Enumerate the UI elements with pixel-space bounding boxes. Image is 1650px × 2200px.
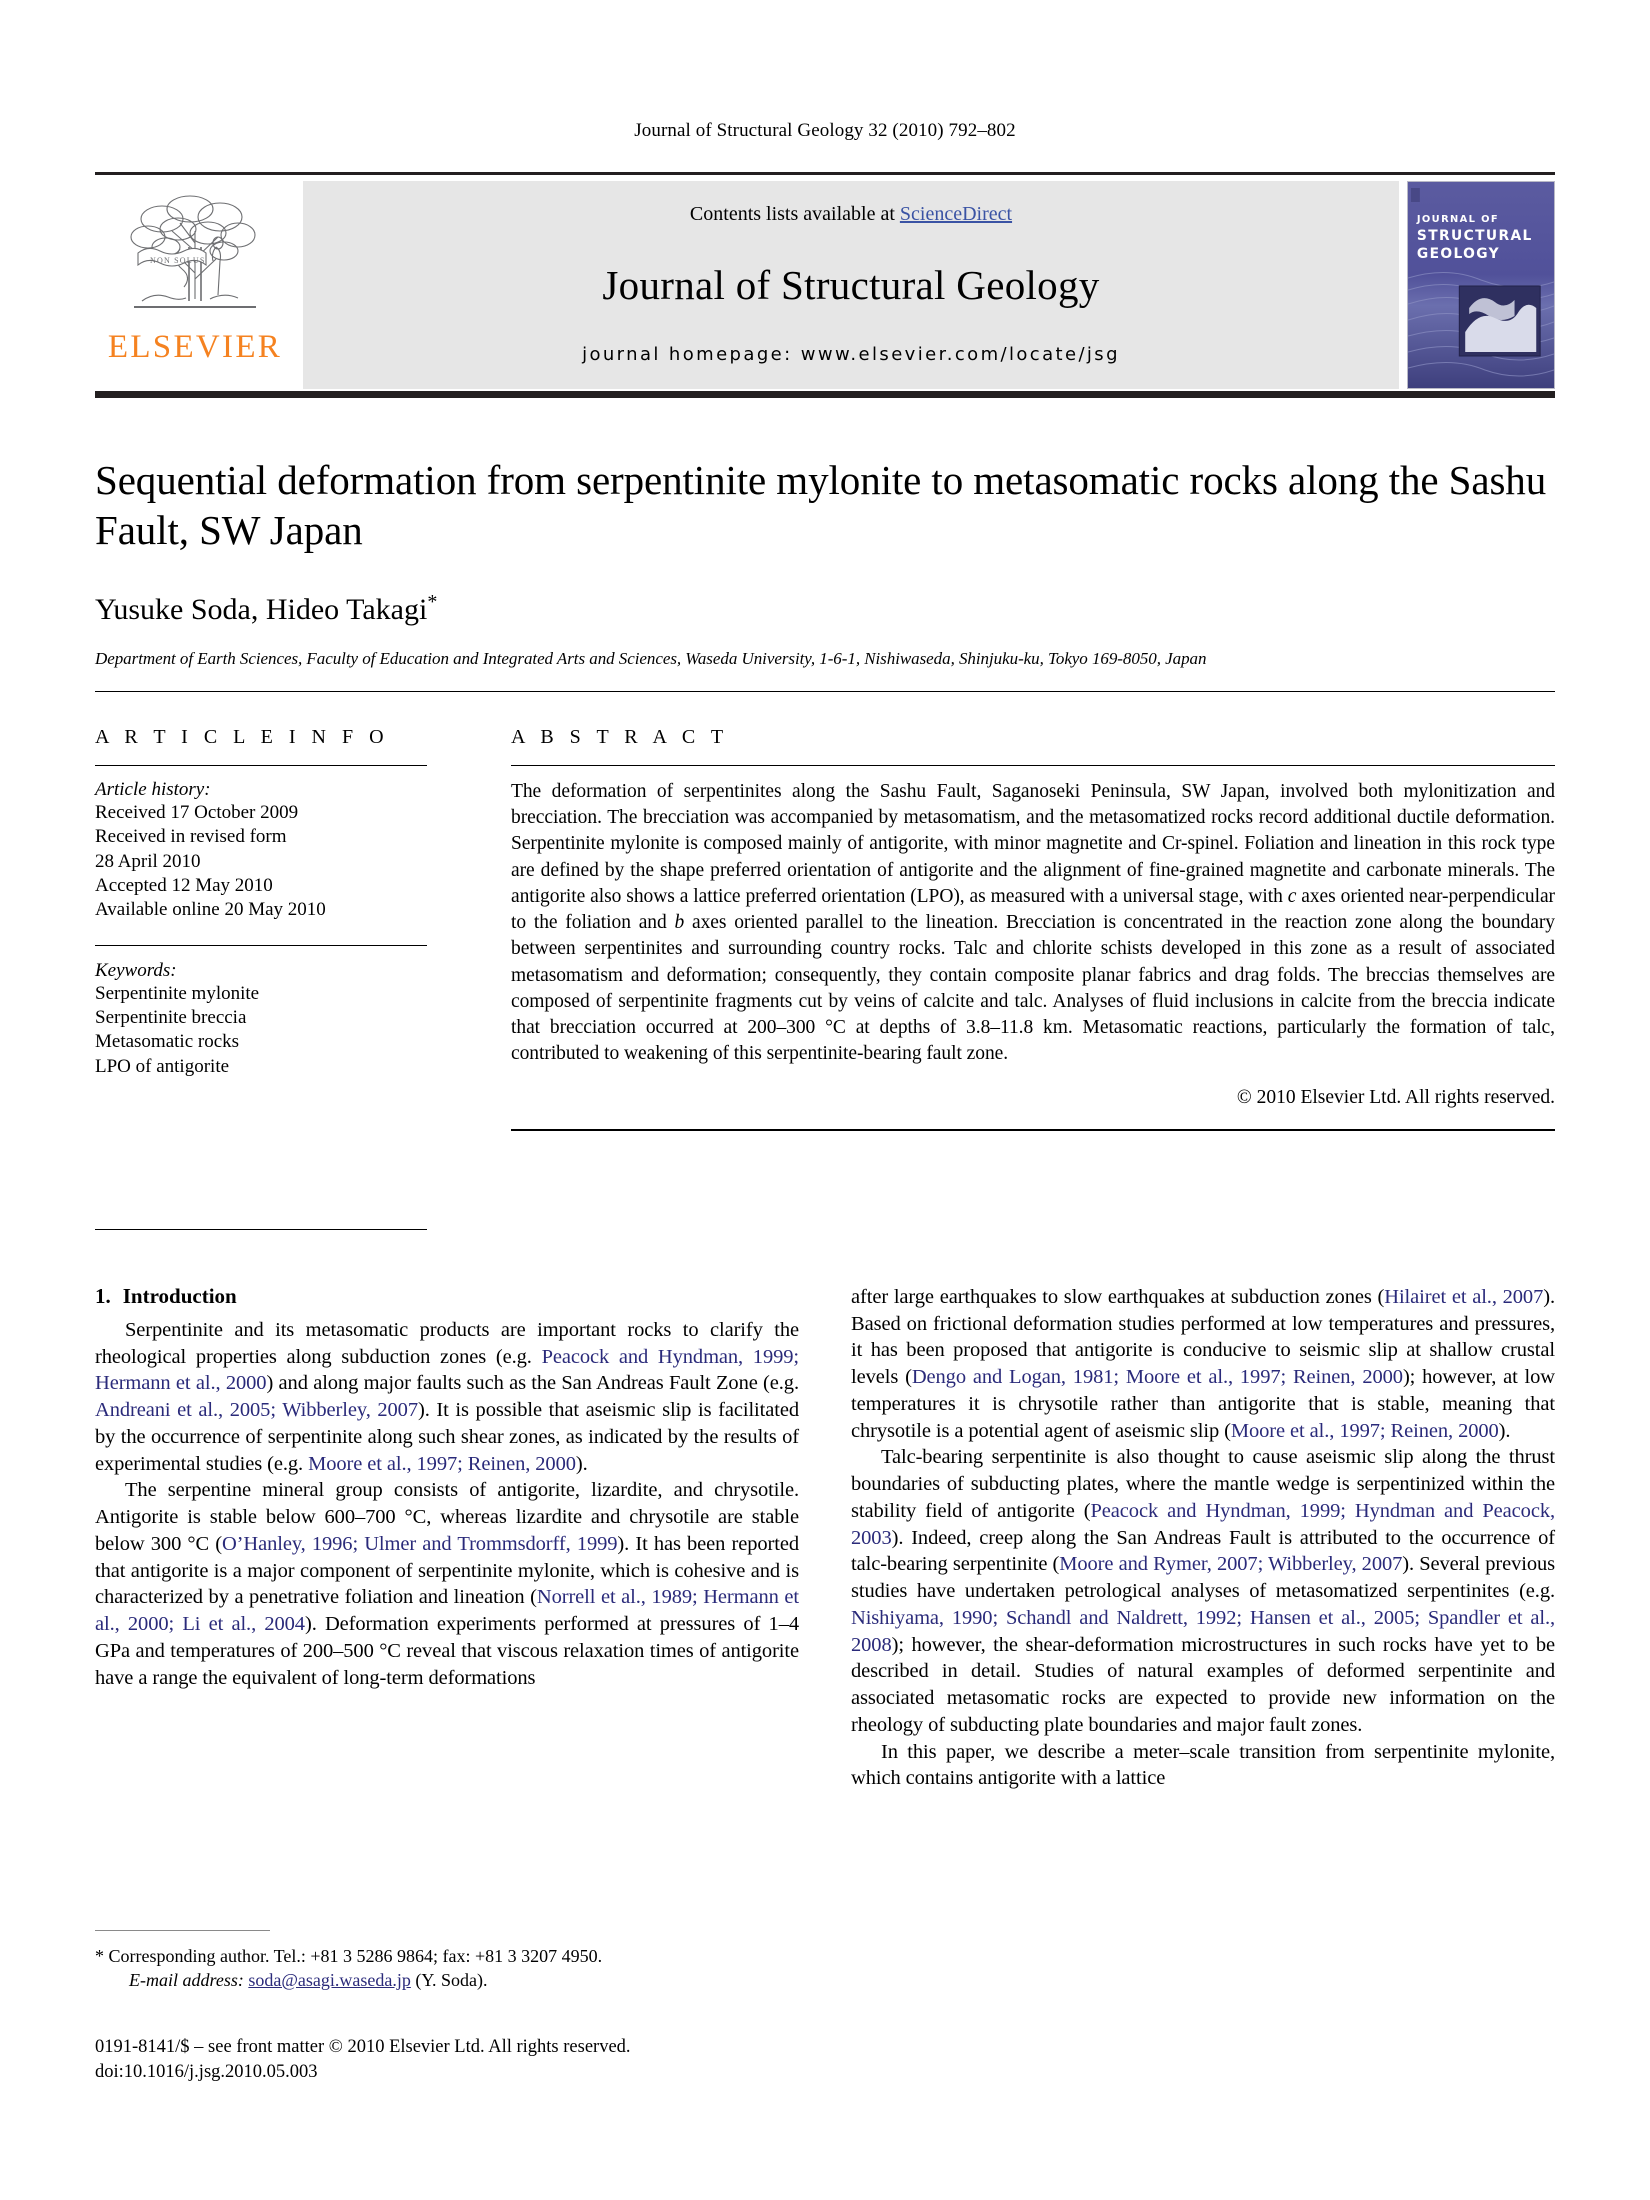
doi-line[interactable]: doi:10.1016/j.jsg.2010.05.003 [95, 2062, 318, 2083]
cover-line1: JOURNAL OF [1416, 213, 1500, 226]
paragraph-right-2 [851, 1444, 1555, 1738]
citation[interactable]: Hilairet et al., 2007 [1384, 1285, 1544, 1308]
footnote-block [95, 1930, 820, 2086]
text-run: after large earthquakes to slow earthquakes at subduction zones ( [851, 1285, 1385, 1308]
keywords-label: Keywords: [95, 959, 177, 981]
text-run: Serpentinite and its metasomatic products are important rocks to clarify the rheological properties along subduction zones (e.g. [95, 1318, 799, 1368]
citation[interactable]: Peacock and Hyndman, 1999; Hyndman and Peacock, 2003 [851, 1499, 1555, 1549]
email-suffix: (Y. Soda). [415, 1969, 488, 1990]
journal-homepage[interactable]: journal homepage: www.elsevier.com/locate/jsg [582, 344, 1120, 365]
article-history-label: Article history: [95, 779, 211, 801]
imprint-block [95, 2035, 820, 2086]
abstract-text [511, 779, 1555, 1067]
text-run: ). [575, 1452, 588, 1475]
journal-cover-thumbnail [1407, 181, 1555, 389]
citation[interactable]: Dengo and Logan, 1981; Moore et al., 1997; Reinen, 2000 [911, 1366, 1403, 1389]
history-item: Accepted 12 May 2010 [95, 874, 273, 896]
issn-copyright-line: 0191-8141/$ – see front matter © 2010 Elsevier Ltd. All rights reserved. [95, 2036, 631, 2057]
axis-b-italic: b [674, 912, 685, 934]
text-run: ); however, the shear-deformation microstructures in such rocks have yet to be described in detail. Studies of natural examples of deformed serpentinite and associated metasomatic rocks are expected to provide new information on the rheology of subducting plate boundaries and major fault zones. [851, 1633, 1555, 1736]
text-run: Talc-bearing serpentinite is also thought to cause aseismic slip along the thrust boundaries of subducting plates, where the mantle wedge is serpentinized within the stability field of antigorite ( [851, 1446, 1555, 1522]
citation[interactable]: Moore et al., 1997; Reinen, 2000 [1230, 1419, 1499, 1442]
email-link[interactable]: soda@asagi.waseda.jp [248, 1969, 411, 1990]
text-run: ). Deformation experiments performed at pressures of 1–4 GPa and temperatures of 200–500 °C reveal that viscous relaxation times of antigorite have a range the equivalent of long-term deformations [95, 1613, 799, 1689]
footnote-rule [95, 1930, 270, 1931]
author-names: Yusuke Soda, Hideo Takagi [95, 593, 428, 627]
keyword-item: Metasomatic rocks [95, 1031, 240, 1053]
running-head: Journal of Structural Geology 32 (2010) 792–802 [634, 120, 1016, 141]
history-item: Available online 20 May 2010 [95, 899, 326, 921]
body-columns [95, 1284, 1555, 1792]
text-run: ) and along major faults such as the San Andreas Fault Zone (e.g. [266, 1372, 799, 1395]
footnote-text: Corresponding author. Tel.: +81 3 5286 9864; fax: +81 3 3207 4950. [108, 1946, 603, 1966]
masthead-bottom-rule [95, 391, 1555, 398]
citation[interactable]: Norrell et al., 1989; Hermann et al., 2000; Li et al., 2004 [95, 1586, 799, 1636]
footnote-marker: * [95, 1946, 104, 1966]
abstract-part-1: The deformation of serpentinites along the Sashu Fault, Saganoseki Peninsula, SW Japan, involved both mylonitization and brecciation. The brecciation was accompanied by metasomatism, and the metasomatized rocks record additional ductile deformation. Serpentinite mylonite is composed mainly of antigorite, with minor magnetite and Cr-spinel. Foliation and lineation in this rock type are defined by the shape preferred orientation of antigorite and the alignment of fine-grained magnetite and carbonate minerals. The antigorite also shows a lattice preferred orientation (LPO), as measured with a universal stage, with [511, 781, 1555, 907]
keywords-rule [95, 945, 427, 946]
text-run: ). Several previous studies have undertaken petrological analyses of metasomatized serpentinites (e.g. [851, 1553, 1555, 1603]
cover-line2: STRUCTURAL [1416, 227, 1533, 245]
cover-line3: GEOLOGY [1416, 245, 1501, 263]
keyword-item: LPO of antigorite [95, 1055, 230, 1077]
sciencedirect-link[interactable]: ScienceDirect [899, 203, 1013, 225]
abstract-rule [511, 765, 1555, 766]
elsevier-wordmark: ELSEVIER [107, 329, 283, 365]
elsevier-logo [95, 181, 295, 389]
paragraph-right-3: In this paper, we describe a meter–scale transition from serpentinite mylonite, which contains antigorite with a lattice [851, 1740, 1555, 1790]
contents-prefix: Contents lists available at [689, 203, 900, 225]
corresponding-author-note [95, 1945, 820, 1969]
paragraph-right-1 [851, 1284, 1555, 1445]
info-abstract-row [95, 726, 1555, 1230]
elsevier-motto-text: NON SOLUS [150, 256, 206, 265]
abstract-copyright: © 2010 Elsevier Ltd. All rights reserved. [1236, 1087, 1555, 1109]
journal-title: Journal of Structural Geology [602, 262, 1100, 308]
keywords-block [95, 960, 427, 1079]
section-title: Introduction [122, 1283, 237, 1308]
section-heading-introduction [95, 1284, 799, 1309]
contents-line [690, 203, 1012, 226]
email-note [95, 1969, 820, 1993]
history-item: Received in revised form [95, 826, 287, 848]
page-title: Sequential deformation from serpentinite mylonite to metasomatic rocks along the Sashu Fault, SW Japan [95, 457, 1547, 554]
citation[interactable]: Moore and Rymer, 2007; Wibberley, 2007 [1059, 1553, 1403, 1576]
title-bottom-rule [95, 691, 1555, 692]
body-column-right [851, 1284, 1555, 1792]
body-column-left [95, 1284, 799, 1792]
text-run: ). Indeed, creep along the San Andreas Fault is attributed to the occurrence of talc-bearing serpentinite ( [851, 1526, 1555, 1576]
elsevier-tree-icon [120, 189, 270, 329]
citation[interactable]: Peacock and Hyndman, 1999; Hermann et al., 2000 [95, 1345, 800, 1395]
axis-c-italic: c [1287, 885, 1297, 907]
text-run: ). Based on frictional deformation studies performed at low temperatures and pressures, it has been proposed that antigorite is conducive to seismic slip at shallow crustal levels ( [851, 1285, 1555, 1389]
email-label: E-mail address: [129, 1969, 244, 1990]
text-run: ). [1498, 1419, 1511, 1442]
text-run: The serpentine mineral group consists of antigorite, lizardite, and chrysotile. Antigorite is stable below 600–700 °C, whereas lizardite and chrysotile are stable below 300 °C ( [95, 1479, 799, 1555]
corresponding-author-marker: * [427, 591, 438, 614]
citation[interactable]: Andreani et al., 2005; Wibberley, 2007 [95, 1399, 418, 1422]
abstract-column [473, 726, 1555, 1230]
keyword-item: Serpentinite mylonite [95, 982, 260, 1004]
keyword-item: Serpentinite breccia [95, 1006, 247, 1028]
paragraph-left-1 [95, 1317, 799, 1478]
paragraph-left-2 [95, 1477, 799, 1691]
journal-banner [303, 181, 1399, 389]
history-item: Received 17 October 2009 [95, 802, 299, 824]
citation[interactable]: Nishiyama, 1990; Schandl and Naldrett, 1992; Hansen et al., 2005; Spandler et al., 2008 [851, 1606, 1555, 1656]
journal-cover-image [1408, 182, 1554, 388]
section-number: 1. [95, 1283, 111, 1308]
article-info-rule [95, 765, 427, 766]
abstract-heading: A B S T R A C T [511, 726, 729, 749]
journal-masthead [95, 172, 1555, 393]
affiliation: Department of Earth Sciences, Faculty of Education and Integrated Arts and Sciences, Waseda University, 1-6-1, Nishiwaseda, Shinjuku-ku, Tokyo 169-8050, Japan [95, 649, 1207, 669]
abstract-bottom-rule [511, 1129, 1555, 1131]
abstract-part-2: axes oriented near-perpendicular to the foliation and [511, 885, 1555, 934]
citation[interactable]: O’Hanley, 1996; Ulmer and Trommsdorff, 1999 [221, 1532, 618, 1555]
text-run: ). It has been reported that antigorite is a major component of serpentinite mylonite, which is cohesive and is characterized by a penetrative foliation and lineation ( [95, 1532, 799, 1609]
text-run: ). It is possible that aseismic slip is facilitated by the occurrence of serpentinite along such shear zones, as indicated by the results of experimental studies (e.g. [95, 1399, 799, 1475]
text-run: ); however, at low temperatures it is chrysotile rather than antigorite that is stable, meaning that chrysotile is a potential agent of aseismic slip ( [851, 1366, 1556, 1442]
author-list [95, 591, 1555, 627]
article-info-heading: A R T I C L E I N F O [95, 726, 390, 749]
citation[interactable]: Moore et al., 1997; Reinen, 2000 [308, 1452, 576, 1475]
abstract-part-3: axes oriented parallel to the lineation. Brecciation is concentrated in the reaction zone along the boundary between serpentinites and surrounding country rocks. Talc and chlorite schists developed in this zone as a result of associated metasomatism and deformation; consequently, they contain composite planar fabrics and drag folds. The breccias themselves are composed of serpentinite fragments cut by veins of calcite and talc. Analyses of fluid inclusions in calcite from the breccia indicate that brecciation occurred at 200–300 °C at depths of 3.8–11.8 km. Metasomatic reactions, particularly the formation of talc, contributed to weakening of this serpentinite-bearing fault zone. [511, 912, 1555, 1065]
article-info-column [95, 726, 473, 1230]
article-info-bottom-rule [95, 1229, 427, 1230]
history-item: 28 April 2010 [95, 850, 201, 872]
